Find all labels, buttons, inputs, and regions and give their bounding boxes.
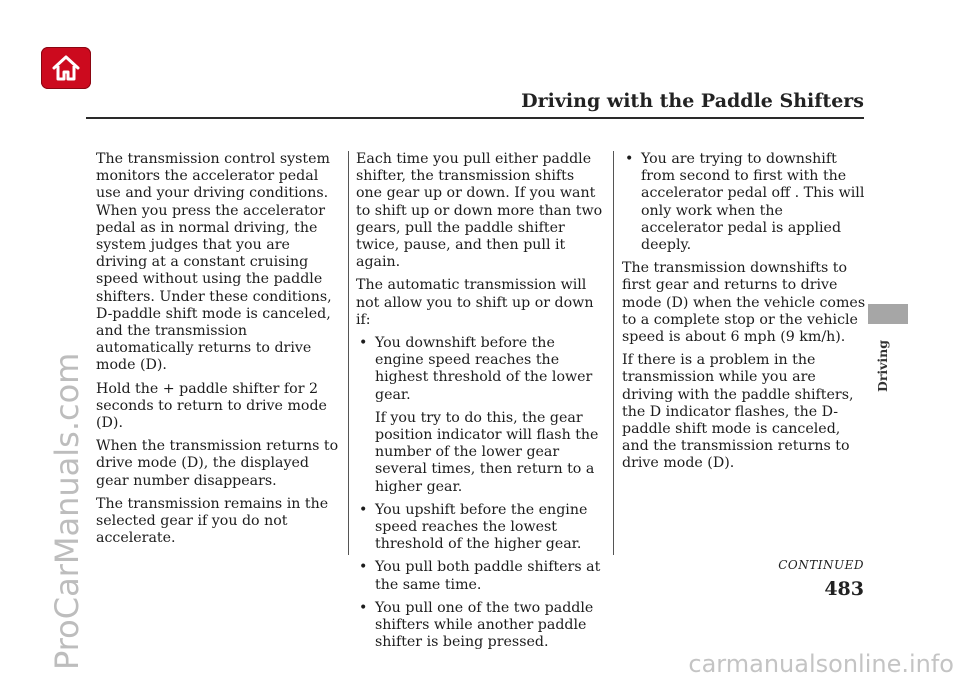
section-title: Driving with the Paddle Shifters (521, 90, 864, 112)
column-3 (622, 151, 868, 479)
paragraph: The automatic transmission will not allow you to shift up or down if: (356, 277, 594, 328)
list-item (356, 502, 604, 554)
condition-list (622, 151, 868, 254)
column-1 (96, 151, 342, 553)
paragraph: The transmission remains in the selected gear if you do not accelerate. (96, 495, 329, 547)
paragraph: The transmission downshifts to first gear and returns to drive mode (D) when the vehicle comes to a complete stop or the vehicle speed is about 6 mph (9 km/h). (622, 260, 866, 346)
list-item-text: You pull one of the two paddle shifters while another paddle shifter is being pressed. (375, 599, 594, 651)
bullet: • (625, 151, 634, 167)
bullet: • (359, 599, 368, 616)
title-rule (86, 117, 864, 119)
bullet: • (359, 559, 368, 576)
bullet: • (359, 335, 368, 352)
column-2 (356, 151, 604, 657)
paragraph: The transmission control system monitors the accelerator pedal use and your driving conditions. When you press the accelerator pedal as in normal driving, the system judges that you are driving at a constant cruising speed without using the paddle shifters. Under these conditions, D-paddle shift mode is canceled, and the transmission automatically returns to drive mode (D). (96, 151, 332, 374)
list-item (622, 151, 868, 254)
watermark-left: ProCarManuals.com (48, 352, 86, 670)
list-item-text: You upshift before the engine speed reaches the lowest threshold of the higher gear. (375, 501, 588, 553)
bullet: • (359, 501, 368, 518)
paragraph: Hold the + paddle shifter for 2 seconds to return to drive mode (D). (96, 380, 327, 432)
sub-paragraph: If you try to do this, the gear position indicator will flash the number of the lower gear several times, then return to a higher gear. (375, 409, 599, 495)
side-tab[interactable] (868, 304, 908, 324)
list-item-text: You downshift before the engine speed reaches the highest threshold of the lower gear. (375, 335, 593, 403)
column-divider (613, 151, 614, 555)
list-item-text: You are trying to downshift from second to first with the accelerator pedal off . This will only work when the accelerator pedal is applied deeply. (641, 151, 865, 254)
column-divider (348, 151, 349, 555)
paragraph: When the transmission returns to drive mode (D), the displayed gear number disappears. (96, 438, 339, 489)
condition-list (356, 335, 604, 404)
watermark-bottom: carmanualsonline.info (688, 650, 954, 678)
list-item (356, 600, 604, 652)
home-icon (51, 53, 81, 83)
condition-list (356, 502, 604, 652)
list-item-text: You pull both paddle shifters at the same time. (375, 559, 601, 593)
paragraph: If there is a problem in the transmission while you are driving with the paddle shifters, the D indicator flashes, the D-paddle shift mode is canceled, and the transmission returns to drive mode (D). (622, 352, 854, 472)
page-number: 483 (824, 578, 864, 600)
home-button[interactable] (41, 47, 91, 89)
paragraph: Each time you pull either paddle shifter, the transmission shifts one gear up or down. If you want to shift up or down more than two gears, pull the paddle shifter twice, pause, and then pull it again. (356, 151, 603, 271)
list-item (356, 335, 604, 404)
list-item (356, 559, 604, 593)
continued-label: CONTINUED (778, 558, 864, 572)
sidebar-section-label[interactable]: Driving (875, 340, 890, 393)
